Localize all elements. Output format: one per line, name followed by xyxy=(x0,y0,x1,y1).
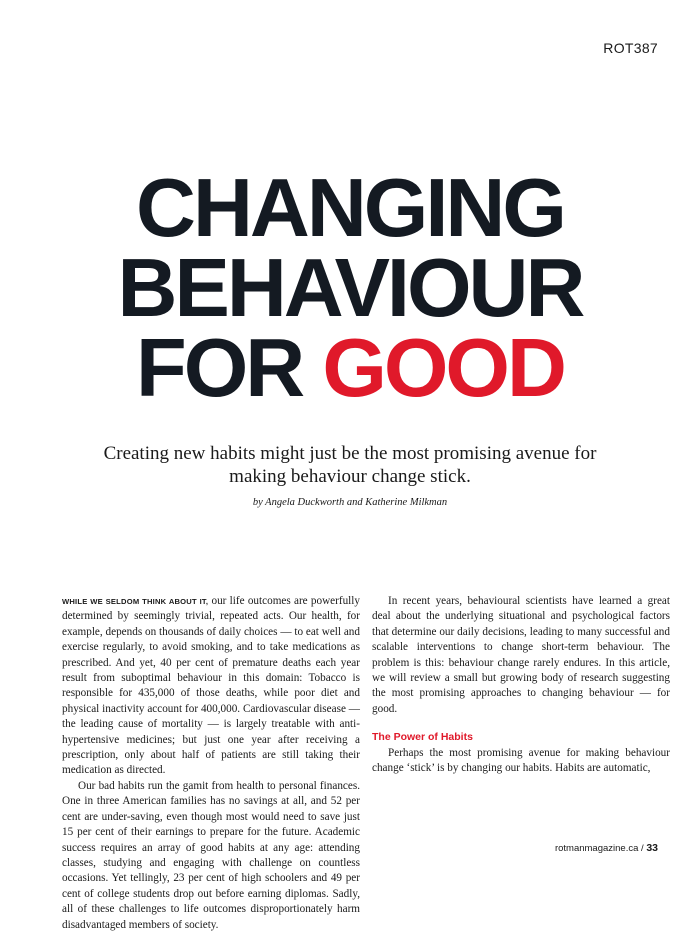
paragraph-3: In recent years, behavioural scientists have learned a great deal about the underlying situational and psychological factors that determine our daily decisions, leading to many successful and scalable interventions to change short-term behaviour. The problem is this: behaviour change rarely endures. In this article, we will review a small but growing body of research suggesting the most promising approaches to changing behaviour — for good. xyxy=(372,595,670,715)
title-word-for: FOR xyxy=(136,321,303,414)
title-line-2: BEHAVIOUR xyxy=(117,241,583,334)
page-footer xyxy=(555,842,658,854)
article-subtitle: Creating new habits might just be the most promising avenue for making behaviour change stick. xyxy=(103,443,597,487)
paragraph-1 xyxy=(62,594,360,779)
lead-in: WHILE WE SELDOM THINK ABOUT IT, xyxy=(62,597,209,606)
paragraph-1-text: our life outcomes are powerfully determined by seemingly trivial, repeated acts. Our health, for example, depends on thousands of daily choices — to eat well and exercise regularly, to avoid smoking, and to take medications as prescribed. And yet, 40 per cent of premature deaths each year result from suboptimal behaviour in this domain: Tobacco is responsible for 435,000 of those deaths, while poor diet and physical inactivity account for 400,000. Cardiovascular disease — the leading cause of mortality — is largely treatable with anti-hypertensive medicines; but just one year after receiving a prescription, only about half of patients are still taking their medication as directed. xyxy=(62,595,360,777)
footer-site: rotmanmagazine.ca / xyxy=(554,843,644,854)
body-column-left xyxy=(62,594,360,933)
article-code: ROT387 xyxy=(603,40,658,56)
title-line-3 xyxy=(0,321,700,414)
title-line-1: CHANGING xyxy=(136,161,564,254)
article-title xyxy=(0,161,700,414)
paragraph-2: Our bad habits run the gamit from health to personal finances. One in three American families has no savings at all, and 52 per cent are under-saving, even though most would need to save just 15 per cent of their earnings to prepare for the future. Academic success requires an array of good habits at any age: attending classes, studying and engaging with challenge on countless occasions. Yet tellingly, 23 per cent of high schoolers and 49 per cent of college students drop out before earning diplomas. Sadly, all of these challenges to life outcomes disproportionately harm disadvantaged members of society. xyxy=(62,779,360,931)
body-column-right xyxy=(372,594,670,776)
byline: by Angela Duckworth and Katherine Milkman xyxy=(252,497,448,508)
section-heading: The Power of Habits xyxy=(372,731,473,744)
title-word-good: GOOD xyxy=(322,321,564,414)
page-number: 33 xyxy=(646,842,658,854)
paragraph-4: Perhaps the most promising avenue for making behaviour change ‘stick’ is by changing our habits. Habits are automatic, xyxy=(372,746,670,775)
